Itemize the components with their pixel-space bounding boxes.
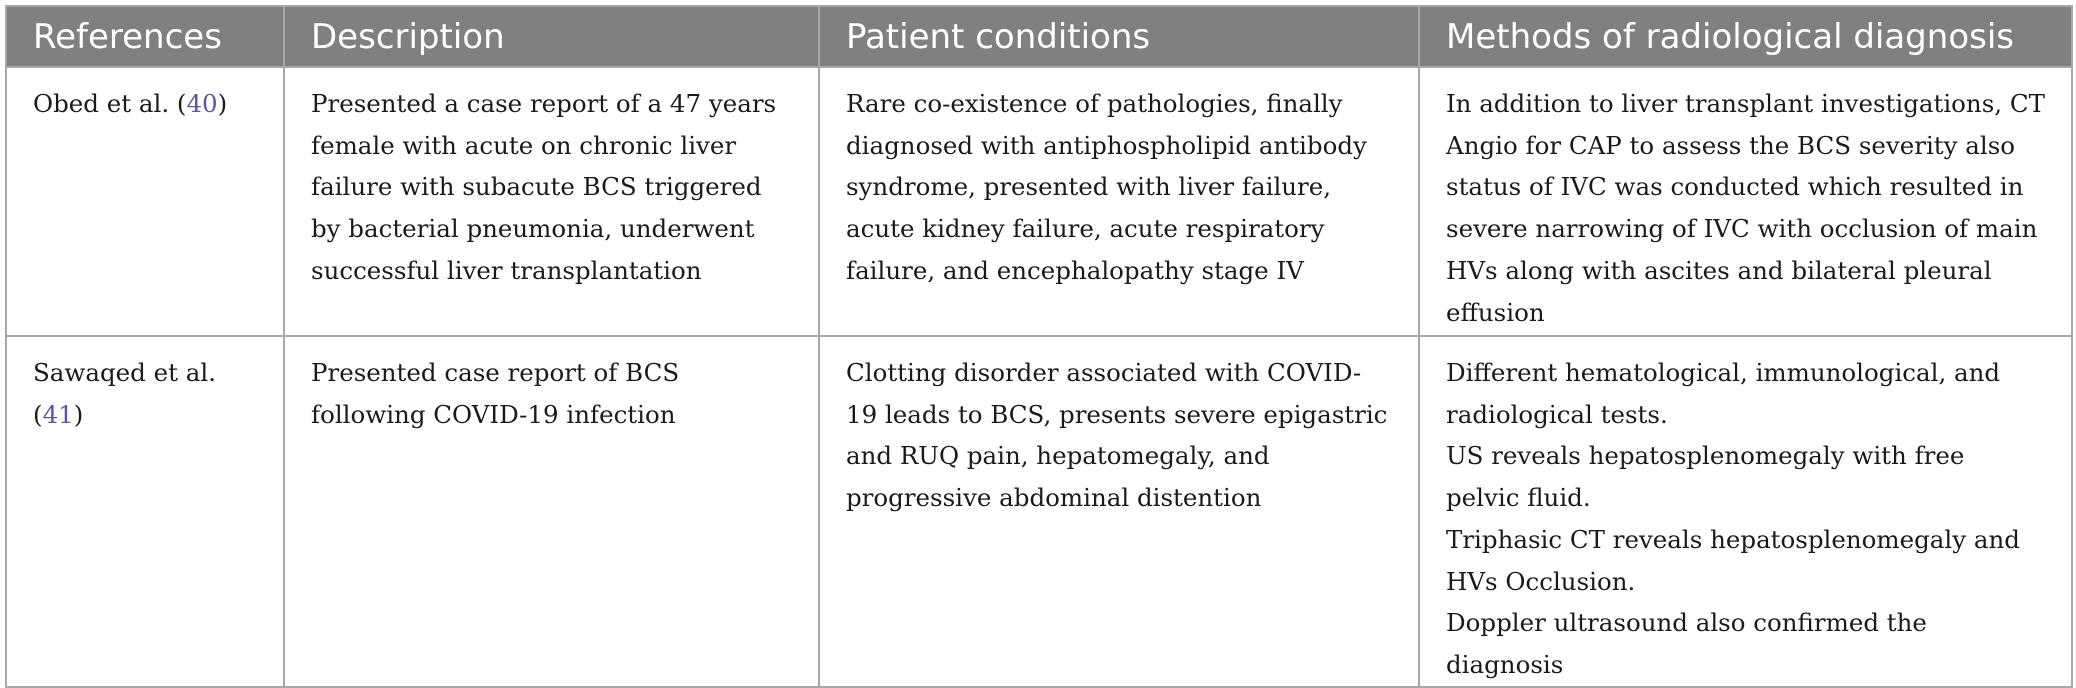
reference-close: ): [73, 399, 84, 429]
description-cell: Presented case report of BCS following COVID-19 infection: [284, 336, 819, 687]
conditions-cell: Rare co-existence of pathologies, finally diagnosed with antiphospholipid antibody syndrome, presented with liver failure, acute kidney failure, acute respiratory failure, and encephalopathy stage IV: [819, 67, 1419, 336]
citation-link[interactable]: 41: [42, 399, 74, 429]
header-description: Description: [284, 6, 819, 67]
methods-line: In addition to liver transplant investigations, CT Angio for CAP to assess the BCS severity also status of IVC was conducted which resulted in severe narrowing of IVC with occlusion of main HVs along with ascites and bilateral pleural effusion: [1446, 89, 2045, 327]
methods-line: Different hematological, immunological, and radiological tests.: [1446, 358, 2001, 429]
description-cell: Presented a case report of a 47 years female with acute on chronic liver failure with subacute BCS triggered by bacterial pneumonia, underwent successful liver transplantation: [284, 67, 819, 336]
header-methods: Methods of radiological diagnosis: [1419, 6, 2072, 67]
methods-line: Triphasic CT reveals hepatosplenomegaly and HVs Occlusion.: [1446, 524, 2020, 596]
header-row: [6, 6, 2072, 67]
reference-cell: [6, 67, 284, 336]
conditions-cell: Clotting disorder associated with COVID-19 leads to BCS, presents severe epigastric and RUQ pain, hepatomegaly, and progressive abdominal distention: [819, 336, 1419, 687]
header-references: References: [6, 6, 284, 67]
references-table: [5, 5, 2073, 688]
reference-author: Sawaqed et al. (: [33, 358, 216, 429]
citation-link[interactable]: 40: [186, 89, 218, 118]
table-row: [6, 336, 2072, 687]
table-row: [6, 67, 2072, 336]
reference-close: ): [217, 89, 228, 118]
methods-cell: [1419, 336, 2072, 687]
reference-author: Obed et al. (: [33, 89, 187, 118]
header-patient-conditions: Patient conditions: [819, 6, 1419, 67]
methods-line: Doppler ultrasound also confirmed the diagnosis: [1446, 608, 1927, 679]
reference-cell: [6, 336, 284, 687]
methods-line: US reveals hepatosplenomegaly with free pelvic fluid.: [1446, 441, 1965, 513]
methods-cell: [1419, 67, 2072, 336]
